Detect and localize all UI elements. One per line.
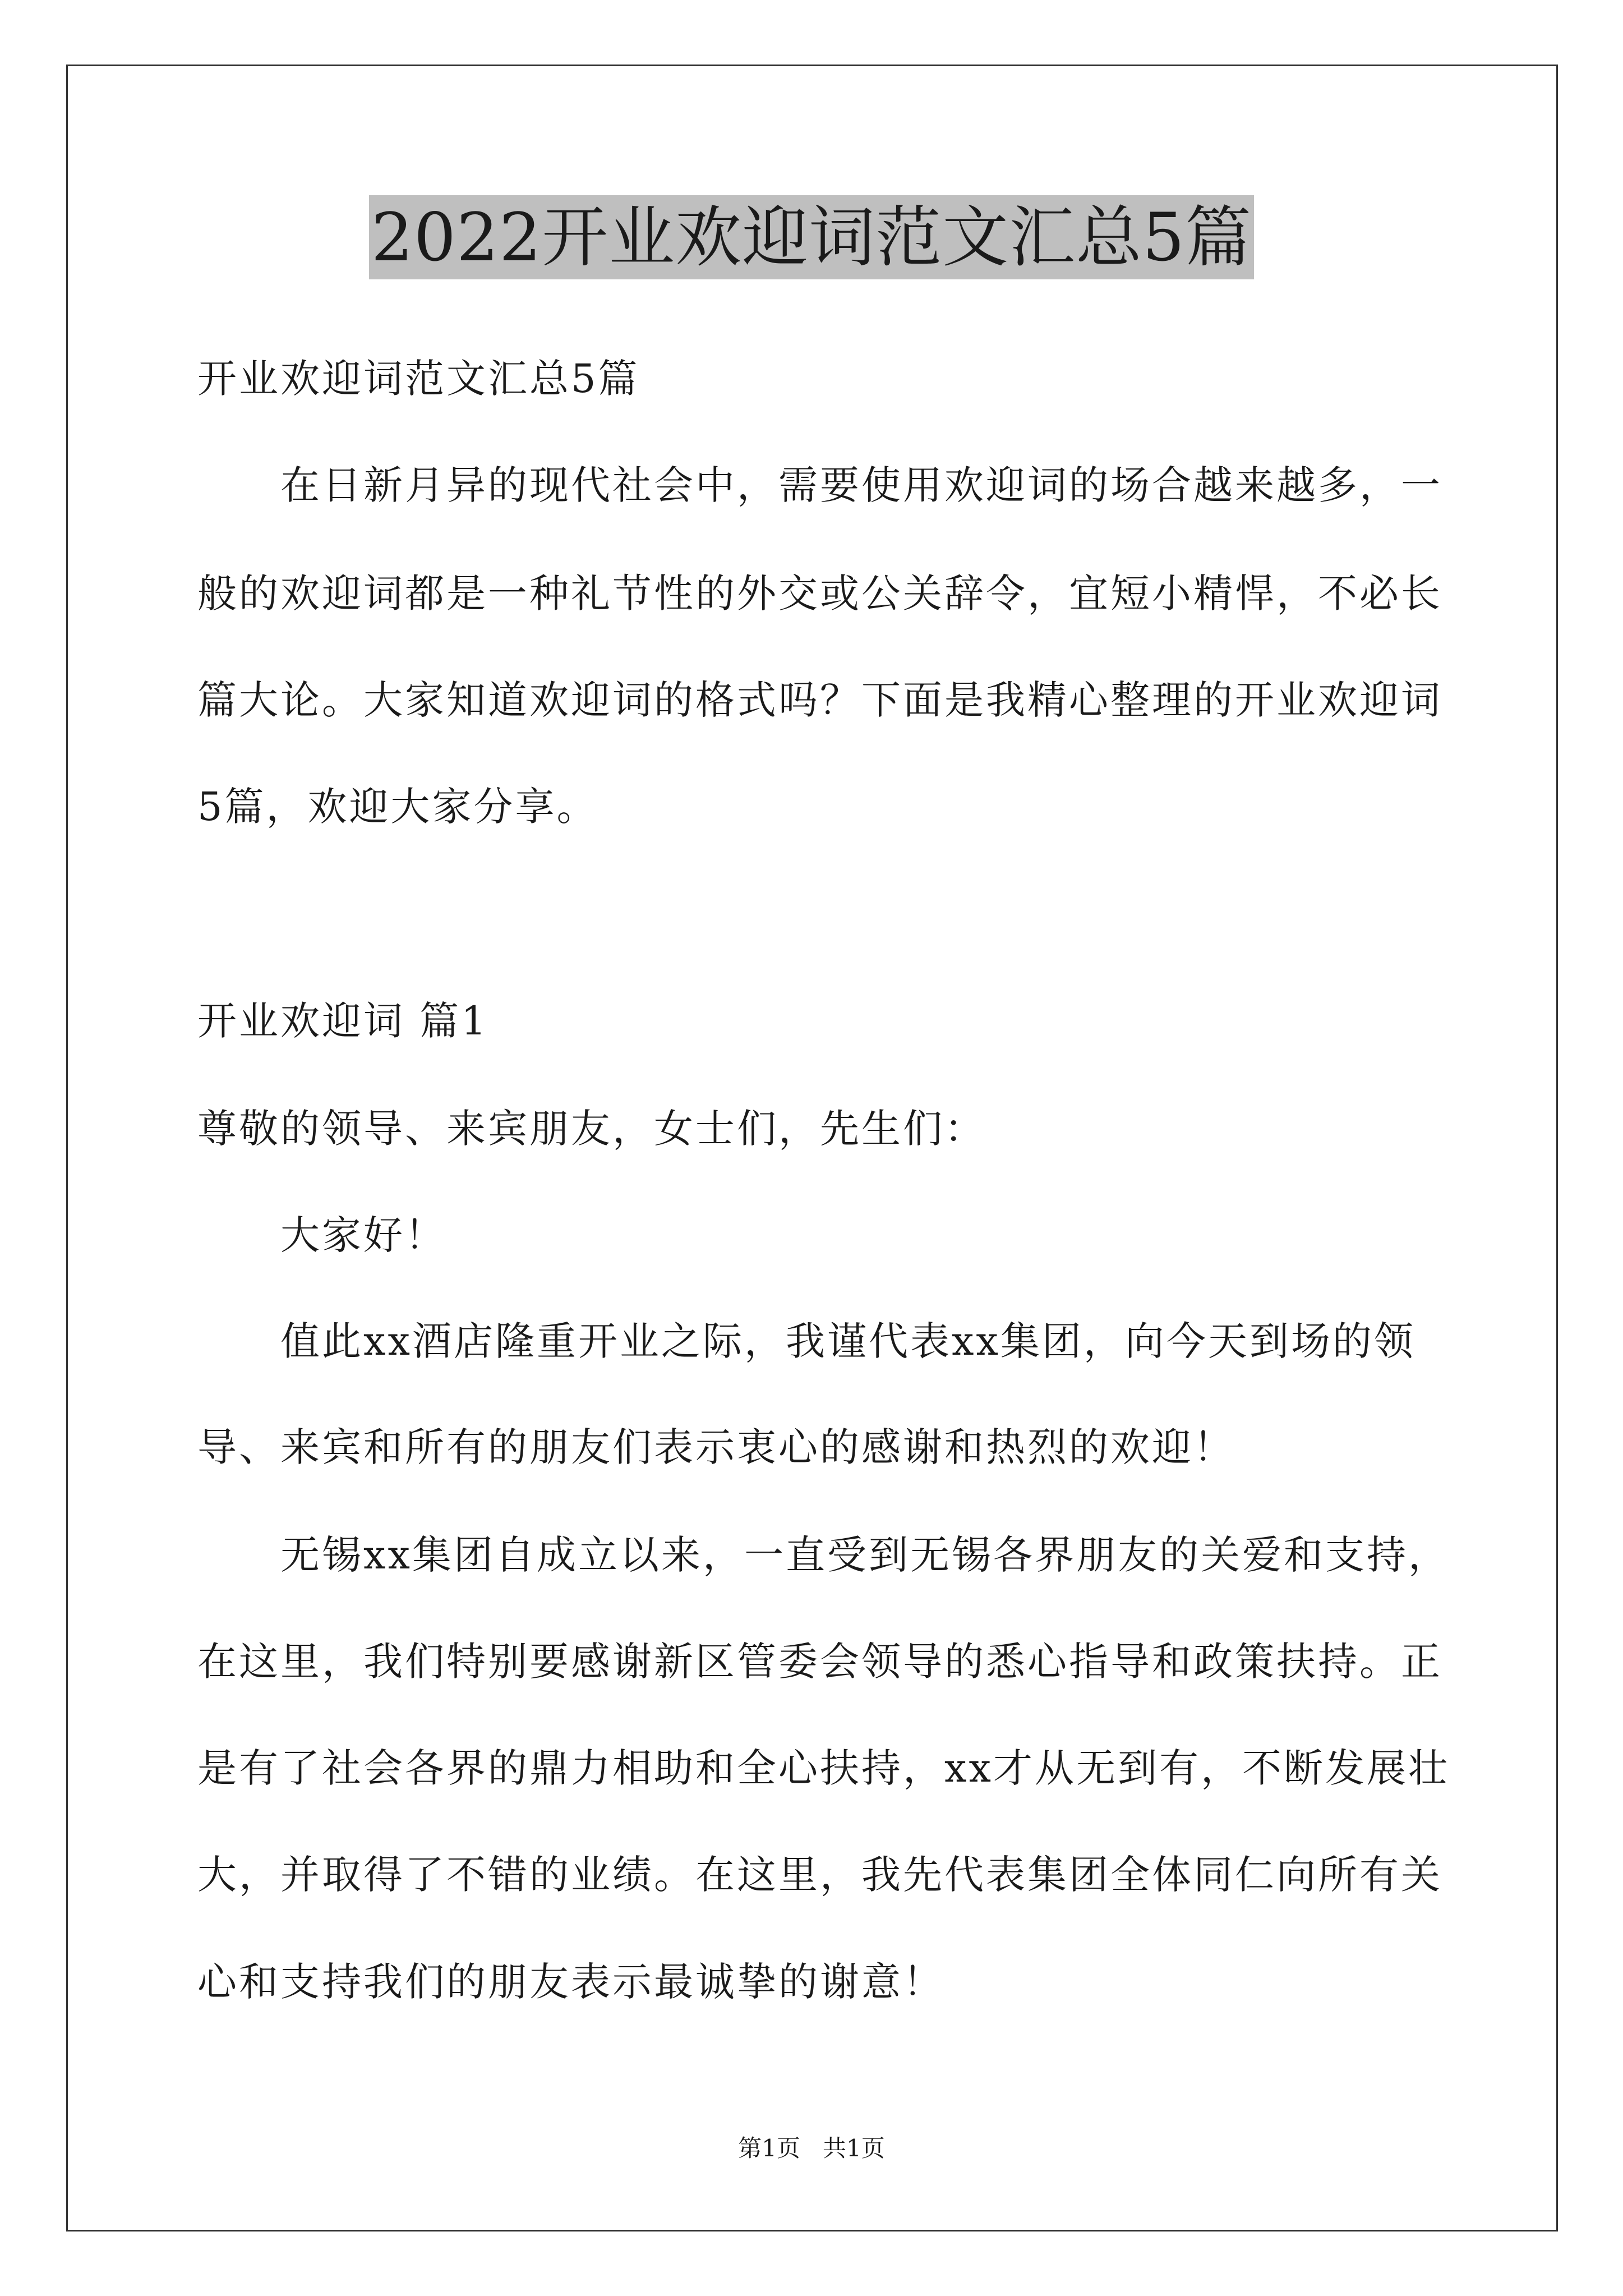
greeting: 大家好！ [280, 1212, 446, 1258]
intro-line: 篇大论。大家知道欢迎词的格式吗？下面是我精心整理的开业欢迎词 [197, 677, 1442, 723]
title-container [0, 195, 1623, 279]
paragraph-line: 值此xx酒店隆重开业之际，我谨代表xx集团，向今天到场的领 [280, 1318, 1415, 1364]
section-heading: 开业欢迎词 篇1 [197, 998, 488, 1044]
paragraph-line: 心和支持我们的朋友表示最诚挚的谢意！ [197, 1959, 944, 2005]
salutation: 尊敬的领导、来宾朋友，女士们，先生们： [197, 1106, 986, 1152]
document-title: 2022开业欢迎词范文汇总5篇 [369, 195, 1254, 279]
paragraph-line: 大，并取得了不错的业绩。在这里，我先代表集团全体同仁向所有关 [197, 1852, 1442, 1898]
paragraph-line: 导、来宾和所有的朋友们表示衷心的感谢和热烈的欢迎！ [197, 1424, 1235, 1470]
intro-line: 般的欢迎词都是一种礼节性的外交或公关辞令，宜短小精悍，不必长 [197, 570, 1442, 616]
paragraph-line: 是有了社会各界的鼎力相助和全心扶持，xx才从无到有，不断发展壮 [197, 1745, 1450, 1791]
paragraph-line: 无锡xx集团自成立以来，一直受到无锡各界朋友的关爱和支持， [280, 1532, 1450, 1578]
intro-line: 在日新月异的现代社会中，需要使用欢迎词的场合越来越多，一 [280, 462, 1442, 508]
document-subtitle: 开业欢迎词范文汇总5篇 [197, 356, 640, 402]
paragraph-line: 在这里，我们特别要感谢新区管委会领导的悉心指导和政策扶持。正 [197, 1639, 1442, 1685]
page-number-footer: 第1页 共1页 [738, 2134, 885, 2162]
intro-line: 5篇，欢迎大家分享。 [197, 784, 598, 830]
